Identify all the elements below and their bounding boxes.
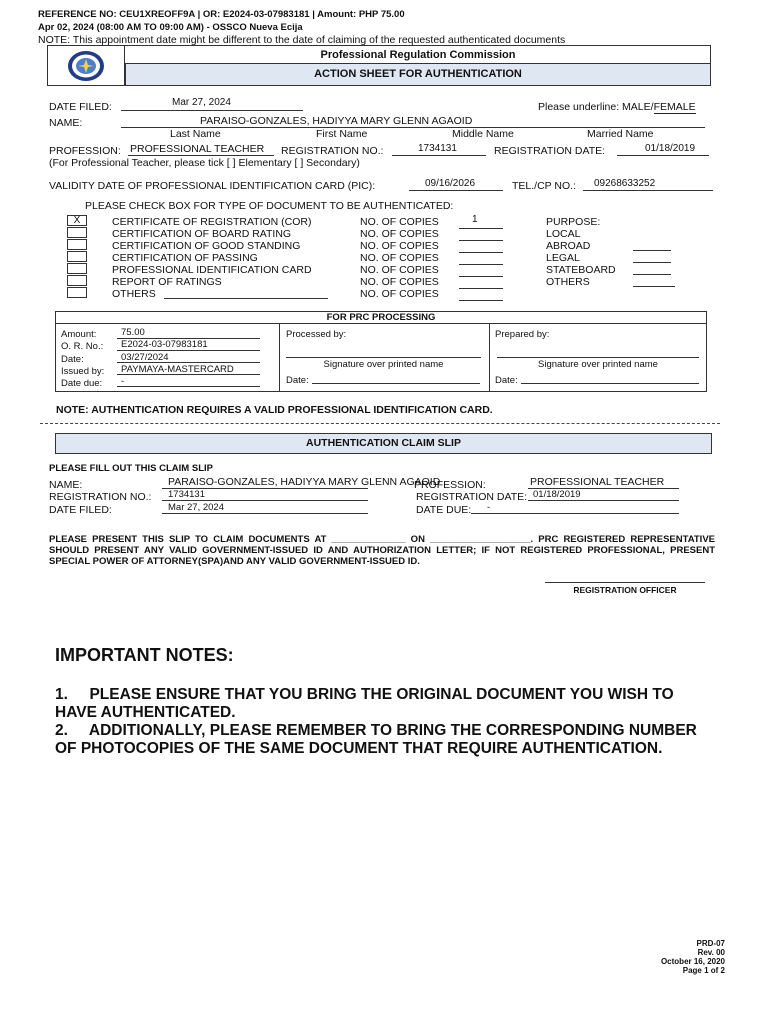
document-label: OTHERS xyxy=(112,288,156,300)
authentication-note: NOTE: AUTHENTICATION REQUIRES A VALID PROFESSIONAL IDENTIFICATION CARD. xyxy=(56,404,493,416)
registration-date-label: REGISTRATION DATE: xyxy=(494,145,606,157)
claim-name-value: PARAISO-GONZALES, HADIYYA MARY GLENN AGAOID xyxy=(168,476,441,488)
document-label: CERTIFICATION OF BOARD RATING xyxy=(112,228,292,240)
tel-label: TEL./CP NO.: xyxy=(512,180,576,192)
reference-line: REFERENCE NO: CEU1XREOFF9A | OR: E2024-03-07983181 | Amount: PHP 75.00 xyxy=(38,9,405,20)
document-checkbox[interactable] xyxy=(67,239,87,250)
registration-no-label: REGISTRATION NO.: xyxy=(281,145,384,157)
claim-profession-value: PROFESSIONAL TEACHER xyxy=(530,476,665,488)
profession-label: PROFESSION: xyxy=(49,145,121,157)
gender-female-underlined: FEMALE xyxy=(653,101,696,113)
important-notes-title: IMPORTANT NOTES: xyxy=(55,645,234,665)
copies-label: NO. OF COPIES xyxy=(360,252,439,264)
claim-regdate-label: REGISTRATION DATE: xyxy=(416,491,528,503)
form-date: October 16, 2020 xyxy=(660,957,725,966)
copies-label: NO. OF COPIES xyxy=(360,240,439,252)
appointment-note: NOTE: This appointment date might be different to the date of claiming of the requested authenticated documents xyxy=(38,34,566,46)
claim-slip-title: AUTHENTICATION CLAIM SLIP xyxy=(306,437,461,449)
processed-date-label: Date: xyxy=(286,375,309,386)
copies-label: NO. OF COPIES xyxy=(360,216,439,228)
claim-regno-label: REGISTRATION NO.: xyxy=(49,491,152,503)
claim-datefiled-label: DATE FILED: xyxy=(49,504,112,516)
processed-signature-label: Signature over printed name xyxy=(323,359,444,370)
copies-label: NO. OF COPIES xyxy=(360,264,439,276)
claim-profession-label: PROFESSION: xyxy=(414,479,486,491)
claim-instruction: PLEASE FILL OUT THIS CLAIM SLIP xyxy=(49,463,213,474)
form-code: PRD-07 xyxy=(696,939,725,948)
date-filed-value: Mar 27, 2024 xyxy=(172,97,231,108)
prepared-signature-label: Signature over printed name xyxy=(538,359,658,370)
registration-no-value: 1734131 xyxy=(418,143,457,154)
document-label: PROFESSIONAL IDENTIFICATION CARD xyxy=(112,264,312,276)
prepared-date-label: Date: xyxy=(495,375,518,386)
copies-label: NO. OF COPIES xyxy=(360,228,439,240)
claim-name-label: NAME: xyxy=(49,479,83,491)
purpose-stateboard: STATEBOARD xyxy=(546,264,616,276)
purpose-others: OTHERS xyxy=(546,276,590,288)
amount-value: 75.00 xyxy=(121,327,145,338)
claim-datedue-label: DATE DUE: xyxy=(416,504,472,516)
page-number: Page 1 of 2 xyxy=(682,966,725,975)
important-note-1: 1. PLEASE ENSURE THAT YOU BRING THE ORIGINAL DOCUMENT YOU WISH TO HAVE AUTHENTICATED. xyxy=(55,686,678,721)
or-label: O. R. No.: xyxy=(61,341,104,352)
prepared-by-label: Prepared by: xyxy=(495,329,550,340)
purpose-label: PURPOSE: xyxy=(546,216,601,228)
form-revision: Rev. 00 xyxy=(697,948,725,957)
document-label: CERTIFICATE OF REGISTRATION (COR) xyxy=(112,216,312,228)
claim-datedue-value: - xyxy=(487,502,491,513)
date-label: Date: xyxy=(61,354,84,365)
processed-by-label: Processed by: xyxy=(286,329,347,340)
date-due-label: Date due: xyxy=(61,378,103,389)
document-label: REPORT OF RATINGS xyxy=(112,276,222,288)
document-label: CERTIFICATION OF GOOD STANDING xyxy=(112,240,301,252)
or-value: E2024-03-07983181 xyxy=(121,339,208,350)
teacher-level-note: (For Professional Teacher, please tick [ ] Elementary [ ] Secondary) xyxy=(49,157,360,169)
validity-label: VALIDITY DATE OF PROFESSIONAL IDENTIFICATION CARD (PIC): xyxy=(49,180,376,192)
registration-officer-label: REGISTRATION OFFICER xyxy=(573,585,677,595)
issued-by-label: Issued by: xyxy=(61,366,105,377)
claim-datefiled-value: Mar 27, 2024 xyxy=(168,502,224,513)
profession-value: PROFESSIONAL TEACHER xyxy=(130,143,265,155)
date-due-value: - xyxy=(121,376,125,387)
copies-label: NO. OF COPIES xyxy=(360,288,439,300)
check-instruction: PLEASE CHECK BOX FOR TYPE OF DOCUMENT TO BE AUTHENTICATED: xyxy=(85,200,454,212)
agency-name: Professional Regulation Commission xyxy=(320,49,516,61)
amount-label: Amount: xyxy=(61,329,97,340)
logo-cell xyxy=(47,45,125,86)
document-checkbox[interactable]: X xyxy=(67,215,87,226)
tel-value: 09268633252 xyxy=(594,178,656,189)
document-label: CERTIFICATION OF PASSING xyxy=(112,252,258,264)
important-note-2: 2. ADDITIONALLY, PLEASE REMEMBER TO BRING THE CORRESPONDING NUMBER OF PHOTOCOPIES OF THE SAME DOCUMENT THAT REQUIRE AUTHENTICATION. xyxy=(55,722,702,757)
registration-date-value: 01/18/2019 xyxy=(645,143,696,154)
validity-value: 09/16/2026 xyxy=(425,178,476,189)
gender-instruction: Please underline: MALE/FEMALE xyxy=(538,101,696,113)
document-checkbox[interactable] xyxy=(67,263,87,274)
document-checkbox[interactable] xyxy=(67,287,87,298)
copies-label: NO. OF COPIES xyxy=(360,276,439,288)
purpose-abroad: ABROAD xyxy=(546,240,591,252)
cut-line xyxy=(40,423,720,424)
last-name-caption: Last Name xyxy=(170,128,221,140)
document-checkbox[interactable] xyxy=(67,251,87,262)
claim-regdate-value: 01/18/2019 xyxy=(533,489,581,500)
form-title: ACTION SHEET FOR AUTHENTICATION xyxy=(314,68,522,80)
prc-processing-title: FOR PRC PROCESSING xyxy=(326,312,436,323)
issued-by-value: PAYMAYA-MASTERCARD xyxy=(121,364,234,375)
name-label: NAME: xyxy=(49,117,83,129)
name-value: PARAISO-GONZALES, HADIYYA MARY GLENN AGAOID xyxy=(200,115,473,127)
purpose-legal: LEGAL xyxy=(546,252,580,264)
first-name-caption: First Name xyxy=(316,128,368,140)
claim-regno-value: 1734131 xyxy=(168,489,205,500)
date-filed-label: DATE FILED: xyxy=(49,101,112,113)
married-name-caption: Married Name xyxy=(587,128,654,140)
appointment-line: Apr 02, 2024 (08:00 AM TO 09:00 AM) - OSSCO Nueva Ecija xyxy=(38,22,303,33)
middle-name-caption: Middle Name xyxy=(452,128,514,140)
prc-seal-icon xyxy=(65,49,107,83)
claim-instructions-paragraph: PLEASE PRESENT THIS SLIP TO CLAIM DOCUMENTS AT ______________ ON ___________________. PRC REGISTERED REPRESENTATIVE SHOULD PRESENT ANY VALID GOVERNMENT-ISSUED ID AND AUTHORIZATION LETTER; IF NOT REGISTERED PROFESSIONAL, PRESENT SPECIAL POWER OF ATTORNEY(SPA)AND ANY VALID GOVERNMENT-ISSUED ID. xyxy=(49,534,715,567)
purpose-local: LOCAL xyxy=(546,228,581,240)
document-checkbox[interactable] xyxy=(67,227,87,238)
copies-value: 1 xyxy=(472,214,478,225)
document-checkbox[interactable] xyxy=(67,275,87,286)
date-value: 03/27/2024 xyxy=(121,352,169,363)
